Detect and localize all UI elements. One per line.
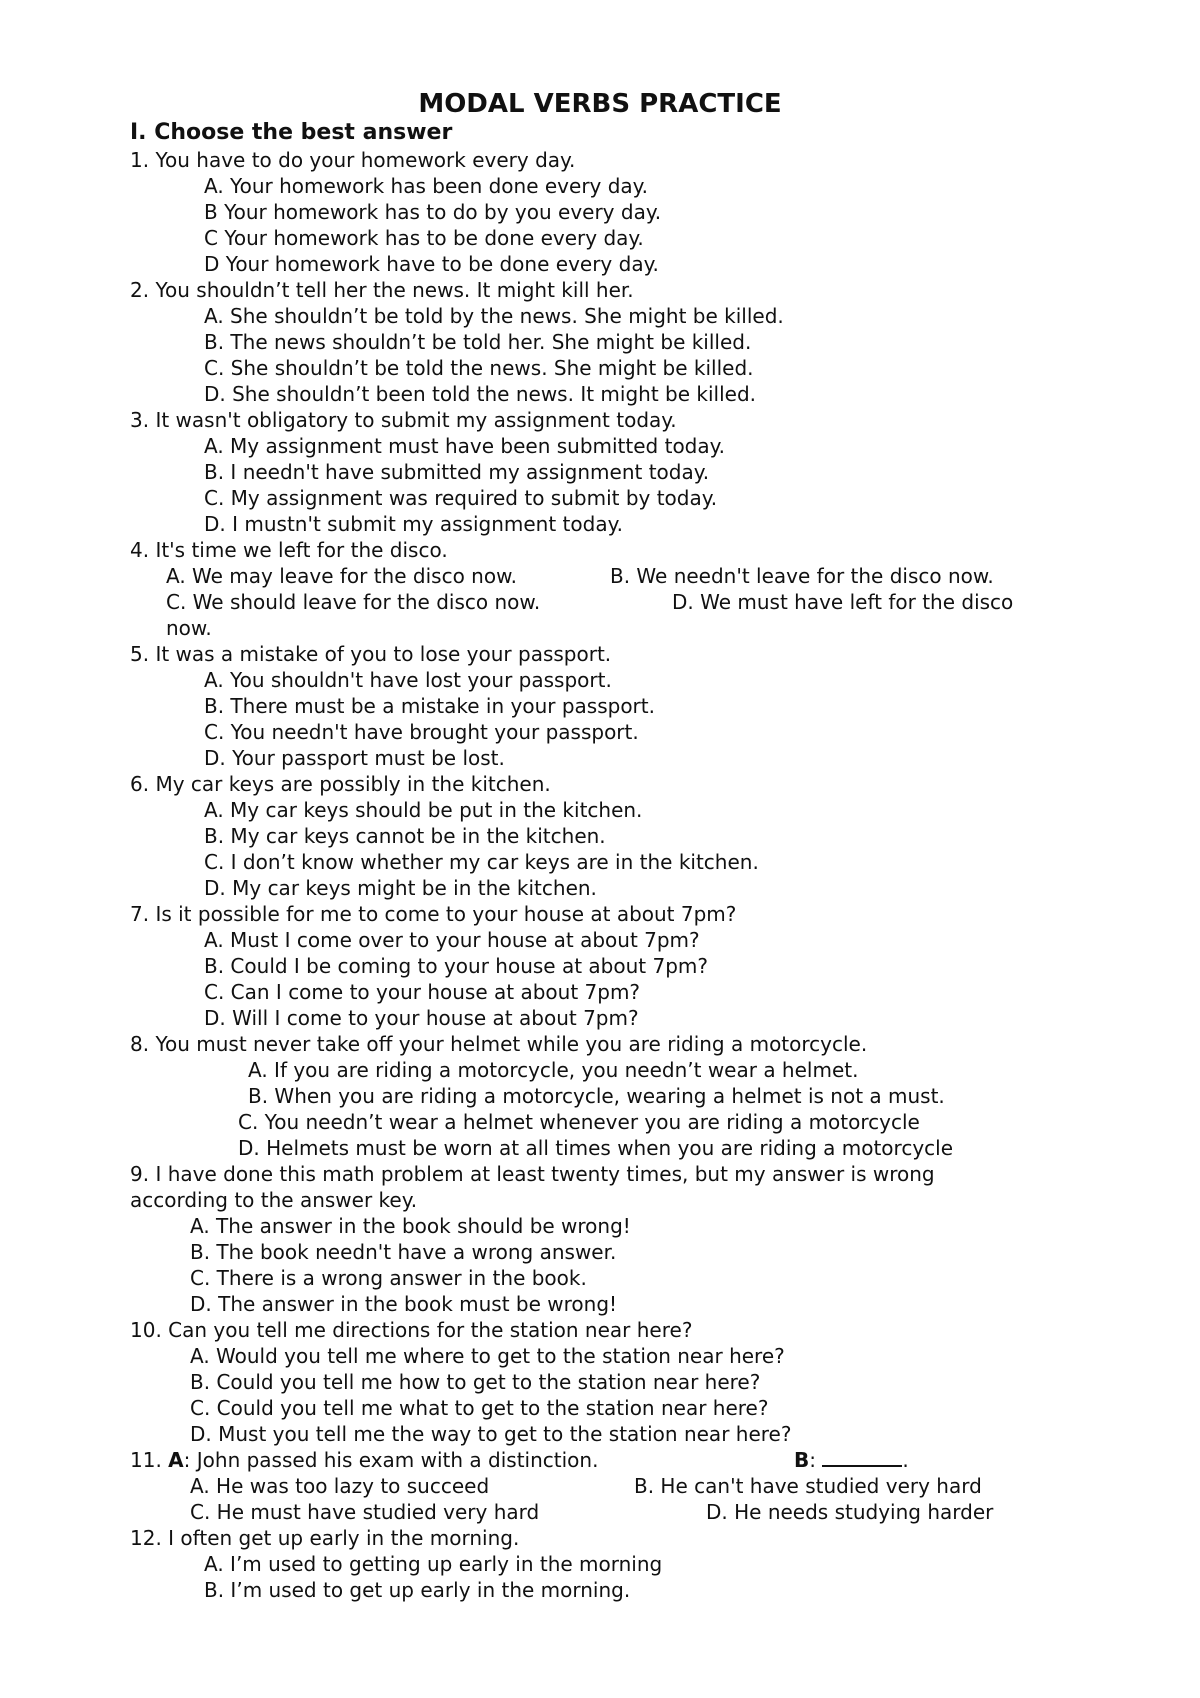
q6-option-c: C. I don’t know whether my car keys are in the kitchen.: [204, 850, 759, 874]
q8-option-a: A. If you are riding a motorcycle, you needn’t wear a helmet.: [248, 1058, 859, 1082]
q12-option-b: B. I’m used to get up early in the morning.: [204, 1578, 631, 1602]
q11-option-c: C. He must have studied very hard: [190, 1500, 540, 1524]
q11-stem: : John passed his exam with a distinction.: [183, 1448, 599, 1472]
q10-option-d: D. Must you tell me the way to get to the station near here?: [190, 1422, 792, 1446]
q2-option-d: D. She shouldn’t been told the news. It might be killed.: [204, 382, 756, 406]
question-2: 2. You shouldn’t tell her the news. It might kill her.: [130, 278, 634, 302]
section-heading: I. Choose the best answer: [130, 120, 453, 145]
q3-option-d: D. I mustn't submit my assignment today.: [204, 512, 623, 536]
q7-option-a: A. Must I come over to your house at about 7pm?: [204, 928, 700, 952]
q4-options-row-1: [130, 563, 1130, 589]
question-4: 4. It's time we left for the disco.: [130, 538, 448, 562]
question-10: 10. Can you tell me directions for the station near here?: [130, 1318, 693, 1342]
q5-option-c: C. You needn't have brought your passport.: [204, 720, 639, 744]
q4-option-c: C. We should leave for the disco now.: [166, 590, 541, 614]
q9-option-a: A. The answer in the book should be wrong!: [190, 1214, 631, 1238]
q10-option-a: A. Would you tell me where to get to the station near here?: [190, 1344, 785, 1368]
question-6: 6. My car keys are possibly in the kitchen.: [130, 772, 551, 796]
q1-option-a: A. Your homework has been done every day.: [204, 174, 649, 198]
q4-option-b: B. We needn't leave for the disco now.: [610, 564, 994, 588]
q4-options-row-2: [130, 589, 1130, 615]
q8-option-d: D. Helmets must be worn at all times when you are riding a motorcycle: [238, 1136, 954, 1160]
q9-option-c: C. There is a wrong answer in the book.: [190, 1266, 587, 1290]
q11-option-b: B. He can't have studied very hard: [634, 1474, 982, 1498]
q7-option-d: D. Will I come to your house at about 7pm?: [204, 1006, 639, 1030]
q8-option-c: C. You needn’t wear a helmet whenever you are riding a motorcycle: [238, 1110, 920, 1134]
question-7: 7. Is it possible for me to come to your house at about 7pm?: [130, 902, 737, 926]
q6-option-b: B. My car keys cannot be in the kitchen.: [204, 824, 606, 848]
q7-option-b: B. Could I be coming to your house at about 7pm?: [204, 954, 709, 978]
q2-option-b: B. The news shouldn’t be told her. She might be killed.: [204, 330, 752, 354]
page-title: MODAL VERBS PRACTICE: [418, 89, 782, 119]
q1-option-d: D Your homework have to be done every day.: [204, 252, 659, 276]
q5-option-a: A. You shouldn't have lost your passport.: [204, 668, 612, 692]
q11-option-a: A. He was too lazy to succeed: [190, 1474, 490, 1498]
q11-number: 11.: [130, 1448, 169, 1472]
question-12: 12. I often get up early in the morning.: [130, 1526, 520, 1550]
question-8: 8. You must never take off your helmet while you are riding a motorcycle.: [130, 1032, 868, 1056]
q3-option-c: C. My assignment was required to submit by today.: [204, 486, 718, 510]
q11-speaker-b: B: [794, 1448, 810, 1472]
q11-option-d: D. He needs studying harder: [706, 1500, 994, 1524]
q6-option-d: D. My car keys might be in the kitchen.: [204, 876, 597, 900]
q11-prompt: [130, 1447, 794, 1473]
question-9: 9. I have done this math problem at least twenty times, but my answer is wrong: [130, 1162, 935, 1186]
q10-option-c: C. Could you tell me what to get to the station near here?: [190, 1396, 769, 1420]
q11-colon: :: [809, 1448, 823, 1472]
q4-option-d-continued: now.: [166, 616, 212, 640]
question-5: 5. It was a mistake of you to lose your passport.: [130, 642, 612, 666]
q9-option-d: D. The answer in the book must be wrong!: [190, 1292, 618, 1316]
question-list: [130, 147, 1130, 1603]
q9-option-b: B. The book needn't have a wrong answer.: [190, 1240, 617, 1264]
q2-option-c: C. She shouldn’t be told the news. She might be killed.: [204, 356, 754, 380]
q11-end: .: [902, 1448, 909, 1472]
q2-option-a: A. She shouldn’t be told by the news. She might be killed.: [204, 304, 784, 328]
q11-options-row-1: [130, 1473, 1130, 1499]
q3-option-b: B. I needn't have submitted my assignment today.: [204, 460, 710, 484]
q11-response: [794, 1447, 909, 1473]
q12-option-a: A. I’m used to getting up early in the morning: [204, 1552, 663, 1576]
question-9-continued: according to the answer key.: [130, 1188, 418, 1212]
q5-option-b: B. There must be a mistake in your passport.: [204, 694, 655, 718]
q11-options-row-2: [130, 1499, 1130, 1525]
q5-option-d: D. Your passport must be lost.: [204, 746, 505, 770]
q8-option-b: B. When you are riding a motorcycle, wearing a helmet is not a must.: [248, 1084, 945, 1108]
q6-option-a: A. My car keys should be put in the kitchen.: [204, 798, 643, 822]
q4-option-d: D. We must have left for the disco: [672, 590, 1014, 614]
q10-option-b: B. Could you tell me how to get to the station near here?: [190, 1370, 761, 1394]
q1-option-b: B Your homework has to do by you every day.: [204, 200, 662, 224]
q4-option-a: A. We may leave for the disco now.: [166, 564, 517, 588]
q11-speaker-a: A: [168, 1448, 184, 1472]
question-3: 3. It wasn't obligatory to submit my assignment today.: [130, 408, 677, 432]
question-1: 1. You have to do your homework every day.: [130, 148, 576, 172]
q7-option-c: C. Can I come to your house at about 7pm?: [204, 980, 641, 1004]
q1-option-c: C Your homework has to be done every day.: [204, 226, 644, 250]
question-11: [130, 1447, 1130, 1473]
q3-option-a: A. My assignment must have been submitted today.: [204, 434, 725, 458]
q11-answer-blank: [822, 1447, 902, 1467]
